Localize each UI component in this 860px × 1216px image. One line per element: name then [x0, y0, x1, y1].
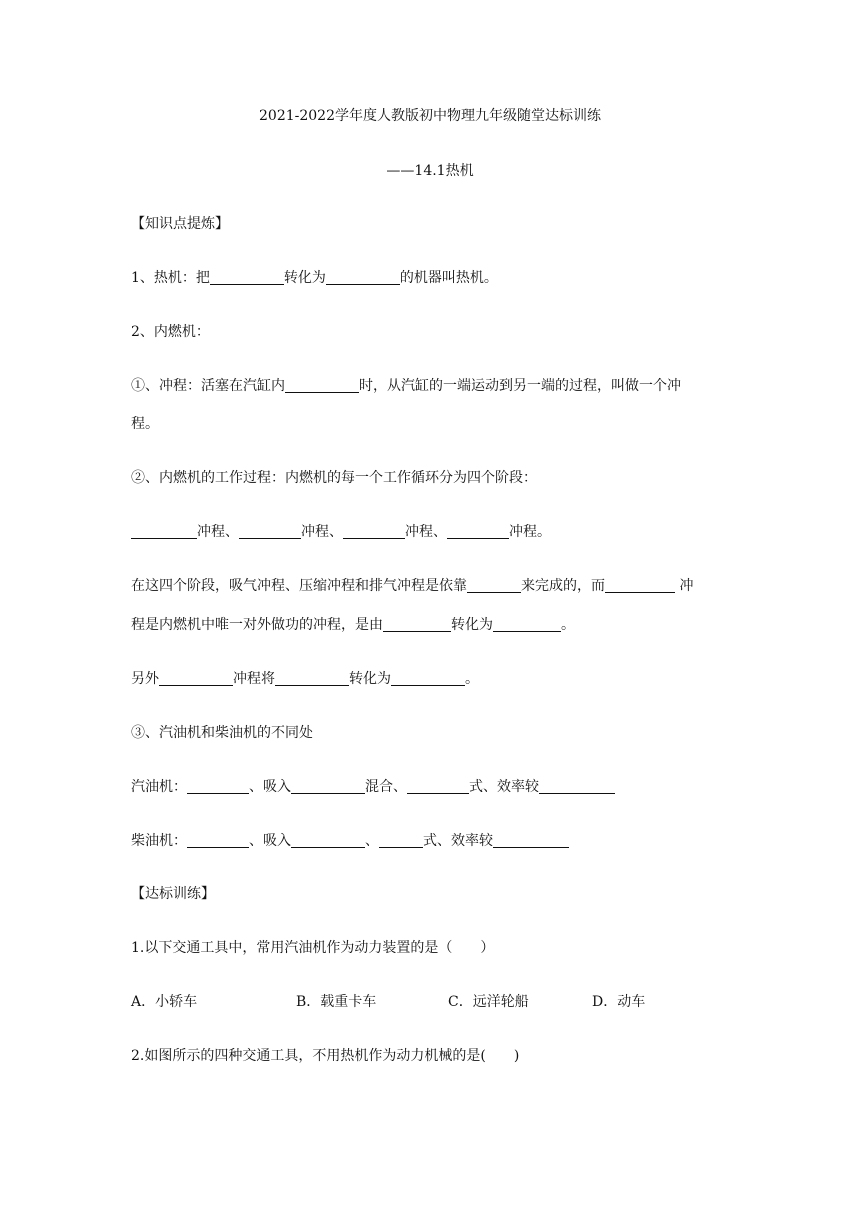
text: 转化为: [451, 617, 493, 633]
option-d[interactable]: D．动车: [592, 994, 646, 1010]
text: 。: [561, 617, 575, 633]
text: ①、冲程：活塞在汽缸内: [131, 378, 285, 394]
fill-blank: [493, 833, 569, 848]
text: 冲程、: [405, 524, 447, 540]
option-c[interactable]: C．远洋轮船: [448, 994, 529, 1010]
section-heading-knowledge: 【知识点提炼】: [131, 216, 229, 232]
knowledge-item-stroke: [131, 375, 681, 395]
text: 、: [365, 833, 379, 849]
text: 的机器叫热机。: [399, 270, 498, 286]
fill-blank: [291, 833, 365, 848]
fill-blank: [326, 270, 400, 285]
text: 来完成的，而: [521, 578, 605, 594]
text: 柴油机：: [131, 833, 187, 849]
knowledge-item-1: [131, 267, 498, 287]
text: 冲程将: [233, 671, 275, 687]
fill-blank: [391, 671, 465, 686]
fill-blank: [493, 617, 561, 632]
fill-blank: [131, 524, 197, 539]
text: 、吸入: [249, 833, 291, 849]
fill-blank: [343, 524, 405, 539]
section-heading-training: 【达标训练】: [131, 886, 215, 902]
knowledge-item-differences: ③、汽油机和柴油机的不同处: [131, 725, 313, 741]
fill-blank: [407, 779, 469, 794]
text: 另外: [131, 671, 159, 687]
fill-blank: [187, 779, 249, 794]
knowledge-item-strokes-detail: [131, 575, 693, 595]
knowledge-item-2: 2、内燃机：: [131, 324, 210, 340]
text: 冲程。: [509, 524, 551, 540]
question-2-stem: 2.如图所示的四种交通工具，不用热机作为动力机械的是( ): [131, 1048, 520, 1064]
fill-blank: [467, 578, 521, 593]
text: 汽油机：: [131, 779, 187, 795]
question-1-stem: 1.以下交通工具中，常用汽油机作为动力装置的是（ ）: [131, 940, 495, 956]
document-subtitle: ——14.1热机: [386, 163, 474, 179]
fill-blank: [605, 578, 675, 593]
fill-blank: [383, 617, 451, 632]
fill-blank: [291, 779, 365, 794]
fill-blank: [210, 270, 284, 285]
text: 1、热机：把: [131, 270, 210, 286]
text: 转化为: [283, 270, 326, 286]
fill-blank: [187, 833, 249, 848]
text: 混合、: [365, 779, 407, 795]
text: 时，从汽缸的一端运动到另一端的过程，叫做一个冲: [359, 378, 681, 394]
knowledge-item-cycle: ②、内燃机的工作过程：内燃机的每一个工作循环分为四个阶段：: [131, 470, 537, 486]
option-b[interactable]: B．载重卡车: [296, 994, 377, 1010]
text: 。: [465, 671, 479, 687]
text: 转化为: [349, 671, 391, 687]
fill-blank: [447, 524, 509, 539]
text: 冲程、: [301, 524, 343, 540]
text: 冲: [675, 578, 694, 594]
text: 式、效率较: [423, 833, 493, 849]
fill-blank: [539, 779, 615, 794]
fill-blank: [239, 524, 301, 539]
fill-blank: [379, 833, 423, 848]
knowledge-item-strokes-detail-cont: [131, 614, 575, 634]
text: 、吸入: [249, 779, 291, 795]
option-a[interactable]: A．小轿车: [131, 994, 198, 1010]
text: 冲程、: [197, 524, 239, 540]
text: 在这四个阶段，吸气冲程、压缩冲程和排气冲程是依靠: [131, 578, 467, 594]
knowledge-item-gasoline: [131, 776, 615, 796]
knowledge-item-diesel: [131, 830, 569, 850]
text: 式、效率较: [469, 779, 539, 795]
knowledge-item-stroke-cont: 程。: [131, 416, 159, 432]
text: 程是内燃机中唯一对外做功的冲程，是由: [131, 617, 383, 633]
knowledge-item-four-strokes: [131, 521, 551, 541]
fill-blank: [159, 671, 233, 686]
fill-blank: [275, 671, 349, 686]
knowledge-item-other-stroke: [131, 668, 479, 688]
fill-blank: [285, 378, 359, 393]
document-title: 2021-2022学年度人教版初中物理九年级随堂达标训练: [259, 108, 601, 124]
